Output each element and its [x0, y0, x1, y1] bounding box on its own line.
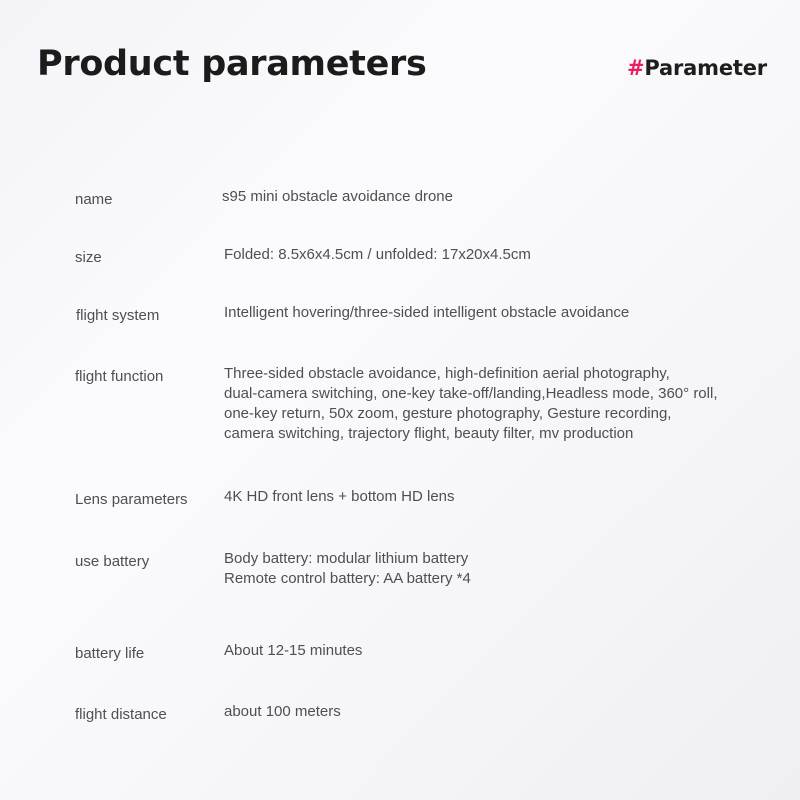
param-value-line: camera switching, trajectory flight, beauty filter, mv production	[224, 425, 634, 442]
tag-text: Parameter	[644, 56, 767, 80]
page-title: Product parameters	[37, 44, 427, 84]
param-value-line: About 12-15 minutes	[224, 642, 363, 659]
param-value-line: Folded: 8.5x6x4.5cm / unfolded: 17x20x4.5cm	[224, 246, 531, 263]
param-value-line: s95 mini obstacle avoidance drone	[222, 188, 453, 205]
param-value-use-battery	[224, 549, 471, 589]
param-value-flight-distance	[224, 702, 341, 722]
param-label-flight-system: flight system	[76, 307, 160, 324]
parameter-tag	[627, 56, 767, 80]
param-value-flight-function	[224, 364, 717, 444]
param-value-line: Body battery: modular lithium battery	[224, 550, 469, 567]
param-label-battery-life: battery life	[75, 645, 145, 662]
param-value-size	[224, 245, 531, 265]
param-value-line: about 100 meters	[224, 703, 341, 720]
param-value-line: Remote control battery: AA battery *4	[224, 570, 471, 587]
param-value-battery-life	[224, 641, 362, 661]
param-label-use-battery: use battery	[75, 553, 150, 570]
param-label-flight-distance: flight distance	[75, 706, 167, 723]
param-value-line: Intelligent hovering/three-sided intelligent obstacle avoidance	[224, 304, 630, 321]
param-label-flight-function: flight function	[75, 368, 164, 385]
param-value-line: Three-sided obstacle avoidance, high-definition aerial photography,	[224, 365, 670, 382]
param-value-name	[222, 187, 453, 207]
param-value-lens-parameters	[224, 487, 455, 507]
param-value-line: dual-camera switching, one-key take-off/landing,Headless mode, 360° roll,	[224, 385, 718, 402]
param-label-lens-parameters: Lens parameters	[75, 491, 188, 508]
param-label-name: name	[75, 191, 113, 208]
param-label-size: size	[75, 249, 102, 266]
param-value-line: 4K HD front lens + bottom HD lens	[224, 488, 455, 505]
param-value-flight-system	[224, 303, 629, 323]
tag-hash: #	[627, 56, 645, 80]
param-value-line: one-key return, 50x zoom, gesture photography, Gesture recording,	[224, 405, 672, 422]
